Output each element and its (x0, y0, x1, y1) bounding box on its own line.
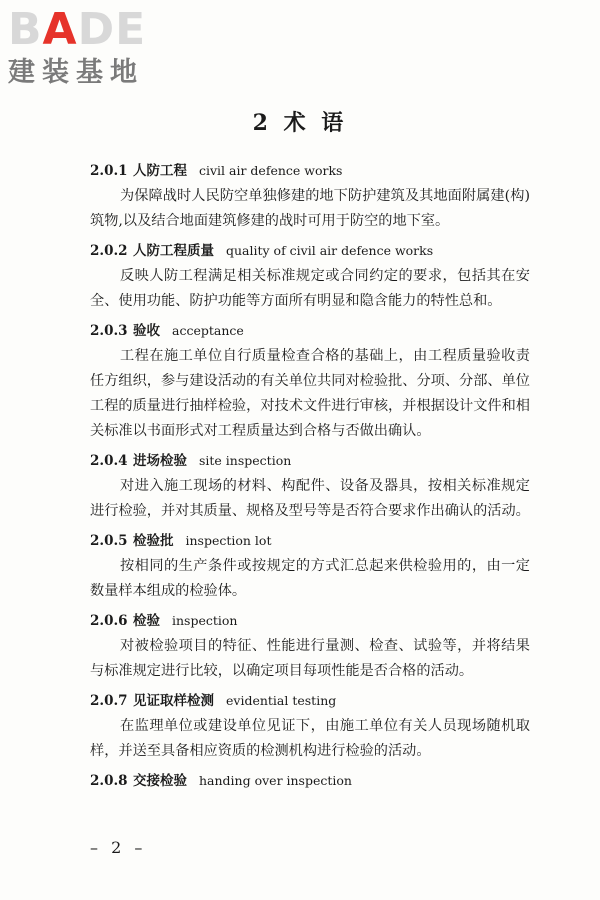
term-chinese: 检验批 (133, 533, 174, 549)
term-chinese: 见证取样检测 (133, 693, 214, 709)
term-heading (90, 768, 530, 794)
term-chinese: 进场检验 (133, 453, 187, 469)
page-number: – 2 – (90, 838, 147, 857)
term-english: handing over inspection (199, 773, 352, 788)
logo-wordmark-b: B (8, 4, 43, 55)
term-definition: 按相同的生产条件或按规定的方式汇总起来供检验用的，由一定数量样本组成的检验体。 (90, 558, 530, 599)
term-heading (90, 448, 530, 474)
term-english: evidential testing (226, 693, 337, 708)
term-entry (90, 528, 530, 604)
term-heading (90, 528, 530, 554)
term-definition: 反映人防工程满足相关标准规定或合同约定的要求，包括其在安全、使用功能、防护功能等方面所有明显和隐含能力的特性总和。 (90, 268, 530, 309)
term-entry (90, 768, 530, 794)
term-entry (90, 608, 530, 684)
term-number: 2.0.5 (90, 533, 128, 549)
term-entry (90, 318, 530, 444)
term-heading (90, 238, 530, 264)
term-number: 2.0.1 (90, 163, 128, 179)
logo-subtitle: 建装基地 (8, 57, 144, 88)
terms-section (90, 158, 530, 798)
term-chinese: 验收 (133, 323, 160, 339)
term-english: quality of civil air defence works (226, 243, 434, 258)
term-english: inspection lot (185, 533, 272, 548)
term-definition: 在监理单位或建设单位见证下，由施工单位有关人员现场随机取样，并送至具备相应资质的检测机构进行检验的活动。 (90, 718, 530, 759)
term-chinese: 人防工程 (133, 163, 187, 179)
term-definition: 工程在施工单位自行质量检查合格的基础上，由工程质量验收责任方组织，参与建设活动的有关单位共同对检验批、分项、分部、单位工程的质量进行抽样检验，对技术文件进行审核，并根据设计文件和相关标准以书面形式对工程质量达到合格与否做出确认。 (90, 348, 530, 439)
term-definition: 对进入施工现场的材料、构配件、设备及器具，按相关标准规定进行检验，并对其质量、规格及型号等是否符合要求作出确认的活动。 (90, 478, 530, 519)
term-chinese: 交接检验 (133, 773, 187, 789)
page-title: 2 术 语 (252, 110, 348, 136)
term-heading (90, 608, 530, 634)
term-english: inspection (172, 613, 238, 628)
logo (8, 6, 188, 88)
term-definition: 对被检验项目的特征、性能进行量测、检查、试验等，并将结果与标准规定进行比较，以确定项目每项性能是否合格的活动。 (90, 638, 530, 679)
term-chinese: 检验 (133, 613, 160, 629)
term-entry (90, 158, 530, 234)
term-number: 2.0.2 (90, 243, 128, 259)
term-english: acceptance (172, 323, 244, 338)
term-number: 2.0.7 (90, 693, 128, 709)
term-entry (90, 448, 530, 524)
term-heading (90, 158, 530, 184)
term-heading (90, 688, 530, 714)
term-number: 2.0.8 (90, 773, 128, 789)
term-english: site inspection (199, 453, 292, 468)
term-heading (90, 318, 530, 344)
term-english: civil air defence works (199, 163, 343, 178)
logo-wordmark-accent: A (42, 4, 78, 55)
term-entry (90, 238, 530, 314)
term-entry (90, 688, 530, 764)
logo-wordmark (8, 6, 188, 54)
term-chinese: 人防工程质量 (133, 243, 214, 259)
term-number: 2.0.3 (90, 323, 128, 339)
term-number: 2.0.6 (90, 613, 128, 629)
term-number: 2.0.4 (90, 453, 128, 469)
term-definition: 为保障战时人民防空单独修建的地下防护建筑及其地面附属建(构)筑物,以及结合地面建筑修建的战时可用于防空的地下室。 (90, 188, 530, 229)
logo-wordmark-de: DE (77, 4, 147, 55)
